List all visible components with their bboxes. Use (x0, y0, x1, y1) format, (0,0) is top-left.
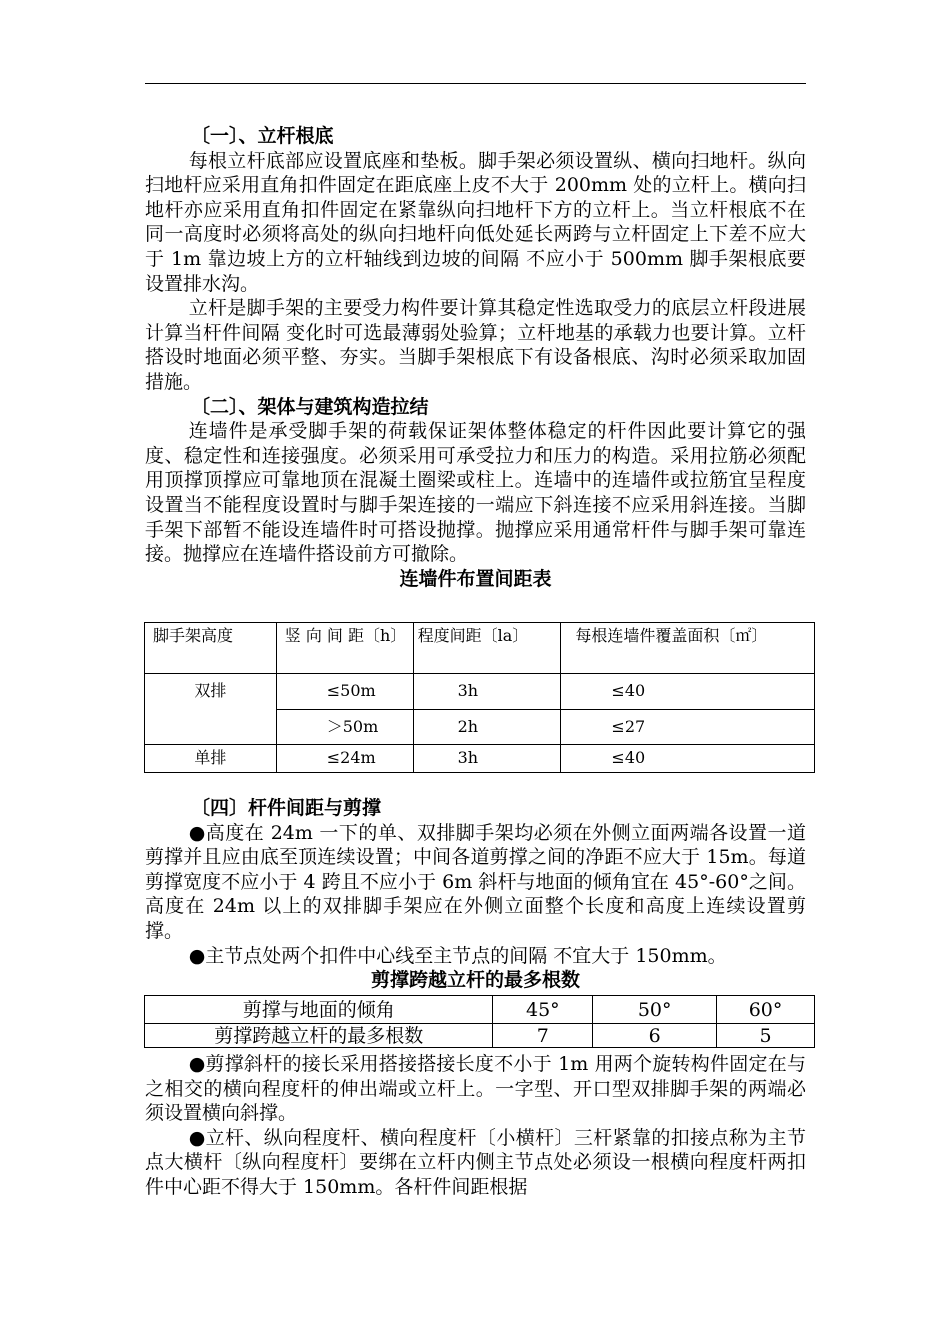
angle-cell: 45° (493, 996, 593, 1024)
table-row (145, 745, 815, 773)
section-1-paragraph-1: 每根立杆底部应设置底座和垫板。脚手架必须设置纵、横向扫地杆。纵向扫地杆应采用直角扣件固定在距底座上皮不大于 200mm 处的立杆上。横向扫地杆亦应采用直角扣件固定在紧靠纵向扫地杆下方的立杆上。当立杆根底不在同一高度时必须将高处的纵向扫地杆向低处延长两跨与立杆固定上下差不应大于 1m 靠边坡上方的立杆轴线到边坡的间隔 不应小于 500mm 脚手架根底要设置排水沟。 (145, 149, 806, 295)
section-4-paragraph-2: ●主节点处两个扣件中心线至主节点的间隔 不宜大于 150mm。 (188, 944, 727, 967)
section-1-paragraph-2: 立杆是脚手架的主要受力构件要计算其稳定性选取受力的底层立杆段进展计算当杆件间隔 变化时可选最薄弱处验算；立杆地基的承载力也要计算。立杆搭设时地面必须平整、夯实。当脚手架根底下有设备根底、沟时必须采取加固措施。 (145, 297, 806, 393)
table-header-row (145, 623, 815, 674)
section-2-title: 〔二〕、架体与建筑构造拉结 (191, 395, 429, 418)
table-row (145, 674, 815, 710)
row-label: 剪撑与地面的倾角 (145, 996, 493, 1024)
row-label: 剪撑跨越立杆的最多根数 (145, 1024, 493, 1048)
header-cell: 竖 向 间 距〔h〕 (276, 623, 413, 674)
table-cell: 2h (413, 710, 561, 745)
table-cell: ≤50m (276, 674, 413, 710)
section-4-paragraph-3: ●剪撑斜杆的接长采用搭接搭接长度不小于 1m 用两个旋转构件固定在与之相交的横向程度杆的伸出端或立杆上。一字型、开口型双排脚手架的两端必须设置横向斜撑。 (145, 1053, 806, 1125)
section-4-title: 〔四〕杆件间距与剪撑 (191, 797, 382, 819)
angle-cell: 60° (717, 996, 815, 1024)
angle-cell: 50° (593, 996, 717, 1024)
table-cell: ≤24m (276, 745, 413, 773)
spacing-table (144, 622, 815, 773)
table-cell: 3h (413, 745, 561, 773)
header-rule (145, 83, 806, 84)
count-row (145, 1024, 815, 1048)
table-cell: 3h (413, 674, 561, 710)
header-cell: 每根连墙件覆盖面积〔㎡〕 (561, 623, 815, 674)
header-cell: 程度间距〔la〕 (413, 623, 561, 674)
count-cell: 5 (717, 1024, 815, 1048)
angle-row (145, 996, 815, 1024)
table-2-caption: 剪撑跨越立杆的最多根数 (370, 969, 580, 992)
table-cell: ＞50m (276, 710, 413, 745)
header-cell: 脚手架高度 (145, 623, 277, 674)
count-cell: 6 (593, 1024, 717, 1048)
section-4-paragraph-1: ●高度在 24m 一下的单、双排脚手架均必须在外侧立面两端各设置一道剪撑并且应由底至顶连续设置；中间各道剪撑之间的净距不应大于 15m。每道剪撑宽度不应小于 4 跨且不应小于 6m 斜杆与地面的倾角宜在 45°-60°之间。高度在 24m 以上的双排脚手架应在外侧立面整个长度和高度上连续设置剪撑。 (145, 821, 806, 942)
section-4-continued (145, 1052, 806, 1200)
type-cell: 双排 (145, 674, 277, 745)
table-1-caption: 连墙件布置间距表 (399, 567, 552, 590)
table-cell: ≤40 (561, 745, 815, 773)
section-2-paragraph-1: 连墙件是承受脚手架的荷载保证架体整体稳定的杆件因此要计算它的强度、稳定性和连接强度。必须采用可承受拉力和压力的构造。采用拉筋必须配用顶撑顶撑应可靠地顶在混凝土圈梁或柱上。连墙中的连墙件或拉筋宜呈程度设置当不能程度设置时与脚手架连接的一端应下斜连接不应采用斜连接。当脚手架下部暂不能设连墙件时可搭设抛撑。抛撑应采用通常杆件与脚手架可靠连接。抛撑应在连墙件搭设前方可撤除。 (145, 420, 806, 566)
table-cell: ≤27 (561, 710, 815, 745)
section-1 (145, 124, 806, 591)
count-cell: 7 (493, 1024, 593, 1048)
section-1-title: 〔一〕、立杆根底 (191, 125, 334, 147)
type-cell: 单排 (145, 745, 277, 773)
section-4-paragraph-4: ●立杆、纵向程度杆、横向程度杆〔小横杆〕三杆紧靠的扣接点称为主节点大横杆〔纵向程度杆〕要绑在立杆内侧主节点处必须设一根横向程度杆两扣件中心距不得大于 150mm。各杆件间距根据 (145, 1126, 806, 1198)
angle-table (144, 995, 815, 1048)
table-cell: ≤40 (561, 674, 815, 710)
section-4 (145, 796, 806, 992)
